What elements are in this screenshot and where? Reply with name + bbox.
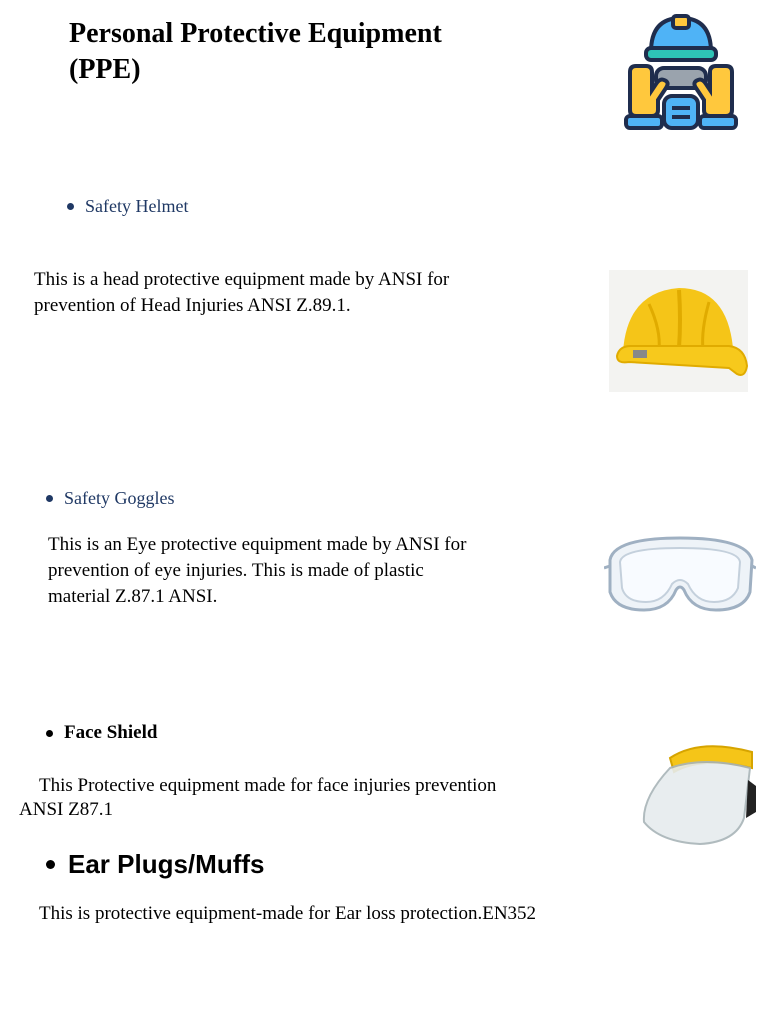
helmet-description: This is a head protective equipment made by ANSI for prevention of Head Injuries ANSI Z.89.1. [34,269,450,316]
face-shield-description-line2: ANSI Z87.1 [19,799,113,820]
bullet [46,495,53,502]
goggles-description: This is an Eye protective equipment made by ANSI for prevention of eye injuries. This is made of plastic material Z.87.1 ANSI. [48,534,467,607]
ear-description: This is protective equipment-made for Ear loss protection.EN352 [39,903,537,924]
face-shield-description-line1: This Protective equipment made for face injuries prevention [39,775,497,796]
section-heading-ear [46,849,264,880]
safety-helmet-image [609,270,748,392]
face-shield-heading: Face Shield [64,722,158,743]
ppe-worker-icon [622,14,740,132]
bullet [67,203,74,210]
section-heading-face-shield [46,722,157,744]
section-heading-helmet [67,196,188,217]
page-title: Personal Protective Equipment (PPE) [69,18,442,85]
section-heading-goggles [46,488,174,509]
face-shield-image [640,738,758,848]
bullet [46,860,55,869]
bullet [46,730,53,737]
helmet-heading: Safety Helmet [85,196,189,216]
ear-heading: Ear Plugs/Muffs [68,849,265,879]
safety-goggles-image [604,530,756,616]
goggles-heading: Safety Goggles [64,488,175,508]
